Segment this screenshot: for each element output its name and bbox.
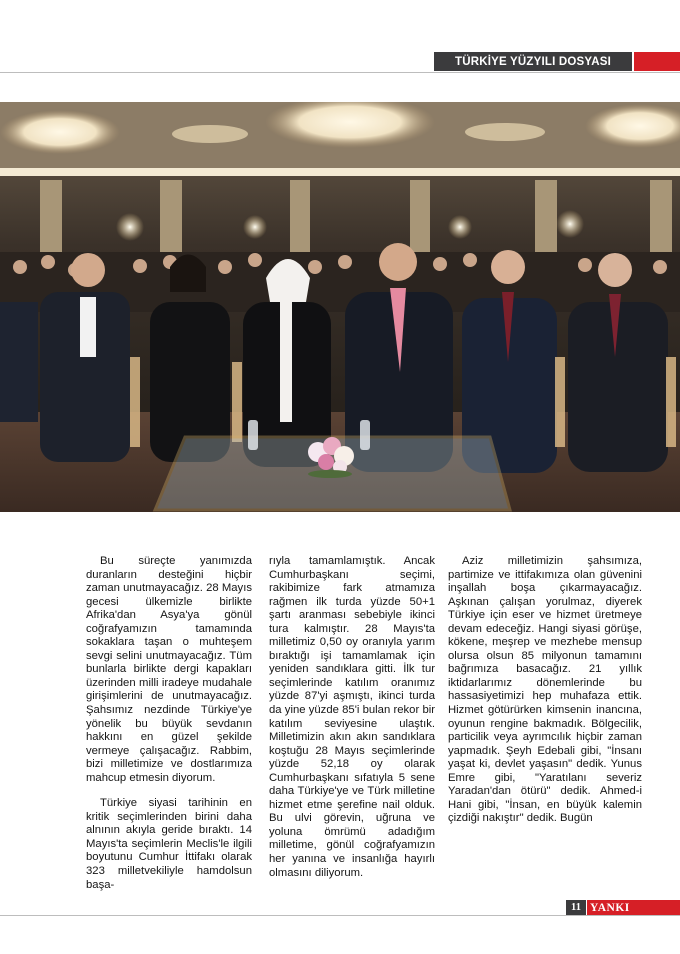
article-column-3 <box>448 555 642 826</box>
paragraph: Bu süreçte yanımızda duranların desteğini hiçbir zaman unutmayacağız. 28 Mayıs gecesi ülkemizle birlikte Afrika'dan Asya'ya gönül coğrafyamızın tamamında sokaklara taşan o muhteşem sevgi selini unutmayacağız. Tüm bunlarla birlikte dergi kapakları üzerinden milli iradeye mudahale girişimlerini de unutmayacağız. Şahsımız nezdinde Türkiye'ye yönelik bu büyük sevdanın hakkını en güzel şekilde vermeye çalışacağız. Rabbim, bizi milletimize ve dostlarımıza mahcup etmesin diyorum. <box>86 555 252 784</box>
magazine-name: YANKI <box>587 900 680 915</box>
article-column-1 <box>86 555 252 892</box>
paragraph: rıyla tamamlamıştık. Ancak Cumhurbaşkanı seçimi, rakibimize fark atmamıza rağmen ilk turda yüzde 50+1 şartı aranması sebebiyle ikinci tura kalmıştır. 28 Mayıs'ta milletimiz 0,50 oy oranıyla yarım bıraktığı işi tamamlamak için yeniden sandıklara gitti. İlk tur seçimlerinde katılım oranımız yüzde 87'yi aşmıştı, ikinci turda da yine yüzde 85'i bulan rekor bir katılım seviyesine ulaştık. Milletimizin akın akın sandıklara koştuğu 28 Mayıs seçimlerinde yüzde 52,18 oy olarak Cumhurbaşkanı sıfatıyla 5 sene daha Türkiye'ye ve Türk milletine hizmet etme şerefine nail olduk. Bu ulvi görevin, uğruna ve yoluna ömrümü adadığım milletime, gönül coğrafyamızın her yanına ve insanlığa hayırlı olmasını diliyorum. <box>269 555 435 879</box>
paragraph: Türkiye siyasi tarihinin en kritik seçimlerinden birini daha alnının akıyla geride bıraktı. 14 Mayıs'ta seçimlerin Meclis'le ilgili boyutunu Cumhur İttifakı olarak 323 milletvekiliyle hamdolsun başa- <box>86 797 252 891</box>
section-title: TÜRKİYE YÜZYILI DOSYASI <box>454 55 612 68</box>
ceremony-photo <box>0 102 680 512</box>
section-accent-bar <box>634 52 680 71</box>
article-column-2 <box>269 555 435 880</box>
ceremony-photo-icon <box>0 102 680 512</box>
footer-divider <box>0 915 680 916</box>
paragraph: Aziz milletimizin şahsımıza, partimize ve ittifakımıza olan güvenini inşallah boşa çıkarmayacağız. Aşkınan çalışan yorulmaz, diyerek Türkiye için eser ve hizmet üretmeye devam edeceğiz. Hangi siyasi görüşe, kökene, meşrep ve mezhebe mensup olursa olsun 85 milyonun tamamını bağrımıza basacağız. 21 yıllık iktidarlarımız dönemlerinde bu hassasiyetimizi hep muhafaza ettik. Hizmet götürürken kimsenin inancına, oyunun rengine bakmadık. Bölgecilik, particilik veya ayrımcılık hiçbir zaman yapmadık. Şeyh Edebali gibi, "İnsanı yaşat ki, devlet yaşasın" dedik. Yunus Emre gibi, "Yaratılanı severiz Yaradan'dan ötürü" dedik. Ahmed-i Hani gibi, "İnsan, en büyük kalemin çizdiği nakıştır" dedik. Bugün <box>448 555 642 825</box>
page-number: 11 <box>566 900 586 915</box>
header-divider <box>0 72 680 73</box>
section-banner <box>434 52 632 71</box>
article-body <box>86 555 642 891</box>
